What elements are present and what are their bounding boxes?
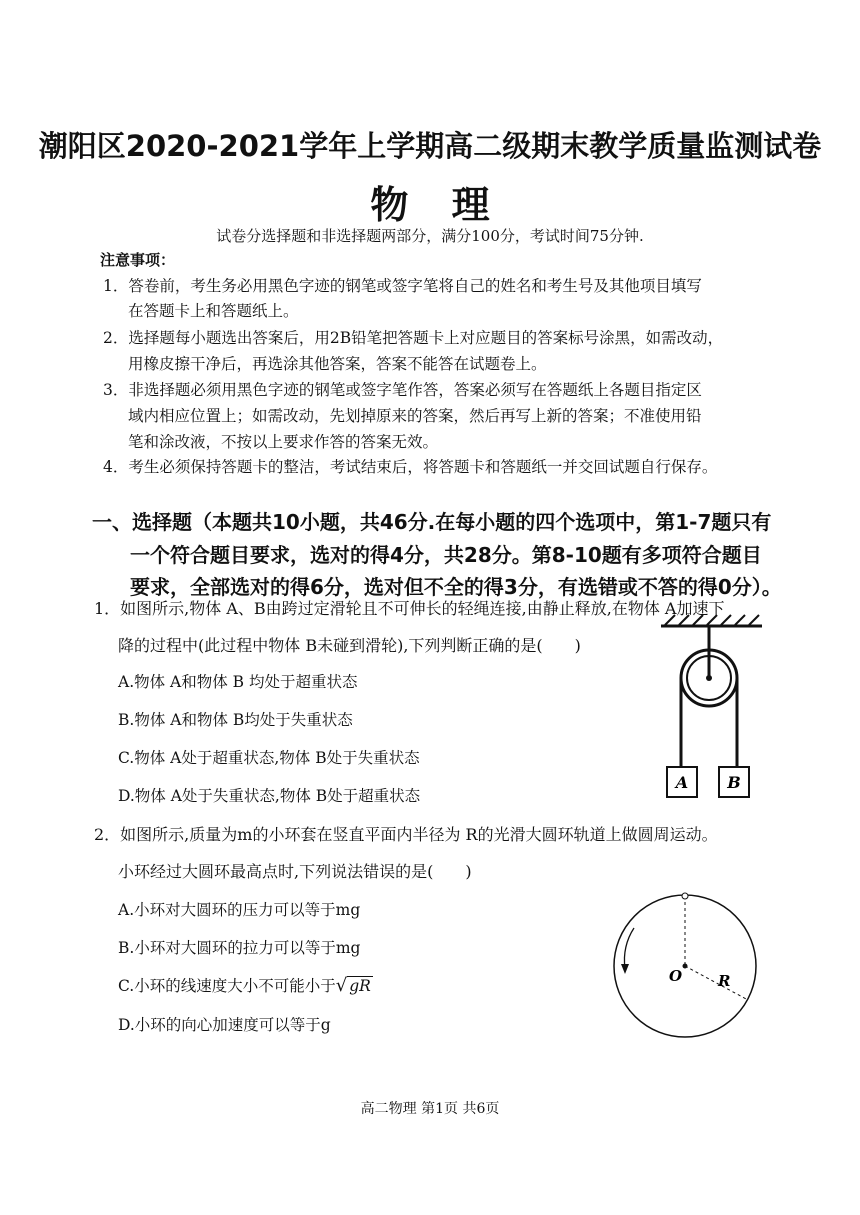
section-heading: 一个符合题目要求，选对的得4分，共28分。第8-10题有多项符合题目 [130, 543, 762, 567]
q2-option-d: D.小环的向心加速度可以等于g [118, 1016, 331, 1034]
page-footer: 高二物理 第1页 共6页 [360, 1101, 500, 1117]
center-label: O [669, 967, 683, 985]
q2-option-c [118, 974, 373, 996]
q2-stem: 2．如图所示,质量为m的小环套在竖直平面内半径为 R的光滑大圆环轨道上做圆周运动。 [94, 825, 718, 844]
subject-title: 物 理 [370, 183, 490, 227]
q1-option-a: A.物体 A和物体 B 均处于超重状态 [118, 673, 358, 691]
sqrt-symbol: √ [335, 975, 348, 996]
q2-option-c-text: C.小环的线速度大小不可能小于 [118, 977, 336, 995]
notice-line: 3．非选择题必须用黑色字迹的钢笔或签字笔作答，答案必须写在答题纸上各题目指定区 [103, 381, 702, 399]
notice-line: 笔和涂改液，不按以上要求作答的答案无效。 [128, 433, 439, 451]
exam-title: 潮阳区2020-2021学年上学期高二级期末教学质量监测试卷 [38, 129, 822, 163]
notice-line: 2．选择题每小题选出答案后，用2B铅笔把答题卡上对应题目的答案标号涂黑，如需改动， [103, 329, 724, 347]
notice-line: 在答题卡上和答题纸上。 [128, 302, 299, 320]
ring-diagram [608, 886, 763, 1046]
section-heading: 一、选择题（本题共10小题，共46分.在每小题的四个选项中，第1-7题只有 [92, 510, 772, 534]
block-a-label: A [675, 773, 689, 792]
notice-line: 1．答卷前，考生务必用黑色字迹的钢笔或签字笔将自己的姓名和考生号及其他项目填写 [103, 277, 702, 295]
q1-option-d: D.物体 A处于失重状态,物体 B处于超重状态 [118, 787, 421, 805]
sqrt-radicand: gR [349, 977, 371, 995]
section-heading: 要求，全部选对的得6分，选对但不全的得3分，有选错或不答的得0分）。 [130, 575, 782, 599]
notice-line: 用橡皮擦干净后，再选涂其他答案，答案不能答在试题卷上。 [128, 355, 547, 373]
q2-stem: 小环经过大圆环最高点时,下列说法错误的是( ) [118, 862, 472, 881]
notice-line: 4．考生必须保持答题卡的整洁，考试结束后，将答题卡和答题纸一并交回试题自行保存。 [103, 458, 718, 476]
notice-line: 域内相应位置上；如需改动，先划掉原来的答案，然后再写上新的答案；不准使用铅 [128, 407, 702, 425]
notice-heading: 注意事项： [100, 251, 176, 269]
block-b-label: B [727, 773, 741, 792]
q1-stem: 降的过程中(此过程中物体 B未碰到滑轮),下列判断正确的是( ) [118, 636, 581, 655]
q1-option-b: B.物体 A和物体 B均处于失重状态 [118, 711, 353, 729]
q2-option-a: A.小环对大圆环的压力可以等于mg [118, 901, 361, 919]
q2-option-b: B.小环对大圆环的拉力可以等于mg [118, 939, 361, 957]
q1-option-c: C.物体 A处于超重状态,物体 B处于失重状态 [118, 749, 420, 767]
q1-stem: 1．如图所示,物体 A、B由跨过定滑轮且不可伸长的轻绳连接,由静止释放,在物体 A加速下 [94, 599, 725, 618]
pulley-diagram [655, 612, 770, 807]
exam-info: 试卷分选择题和非选择题两部分，满分100分，考试时间75分钟. [216, 227, 644, 245]
radius-label: R [718, 972, 731, 990]
